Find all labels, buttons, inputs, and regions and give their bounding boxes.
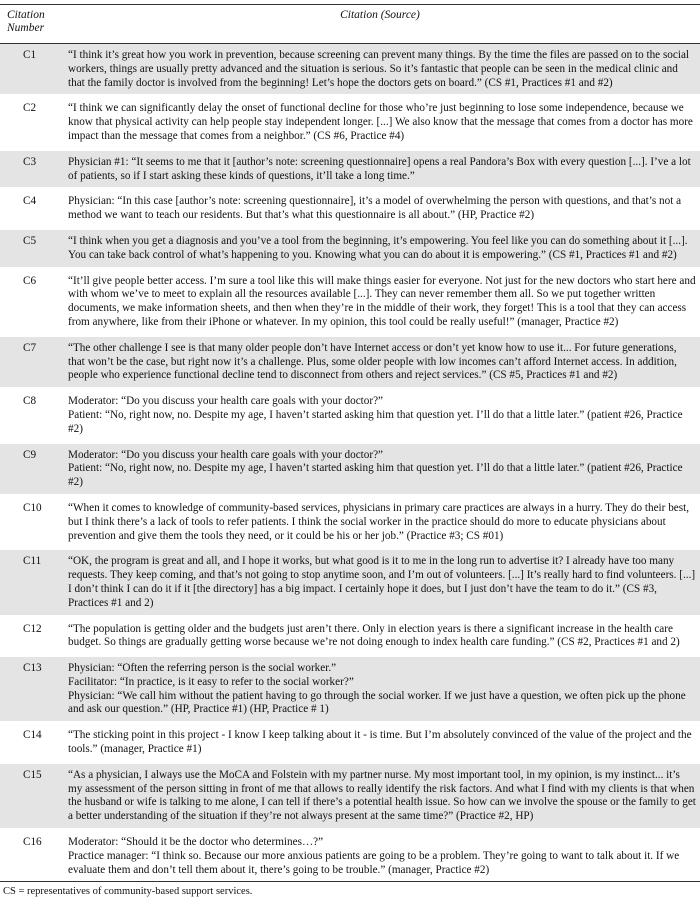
citation-number: C5 [23, 234, 37, 247]
citation-text: “The sticking point in this project - I know I keep talking about it - is time. But I’m absolutely convinced of the value of the project and the tools.” (manager, Practice #1) [68, 729, 692, 756]
table-row [0, 337, 700, 387]
citation-number: C1 [23, 49, 37, 61]
header-citation-source: Citation (Source) [340, 9, 420, 21]
citation-number: C10 [23, 501, 42, 514]
citation-number: C2 [23, 102, 37, 115]
table-row [0, 724, 700, 761]
table-header [0, 5, 700, 44]
table-row [0, 497, 700, 547]
citation-text: Moderator: “Should it be the doctor who determines…?” Practice manager: “I think so. Because our more anxious patients are going to be a problem. They’re going to want to talk about it. If we evaluate them and don’t tell them about it, there’s going to be trouble.” (manager, Practice #2) [68, 836, 680, 876]
citation-number: C15 [23, 768, 42, 781]
citation-text: “When it comes to knowledge of community-based services, physicians in primary care practices are always in a hurry. They do their best, but I think there’s a lack of tools to refer patients. I think the social worker in the practice should do more to educate physicians about prevention and give them the tools they need, or it could be his or her job.” (Practice #3; CS #01) [68, 501, 690, 542]
citation-text: Moderator: “Do you discuss your health care goals with your doctor?” Patient: “No, right now, no. Despite my age, I haven’t started asking him that question yet. I’ll do that a little later.” (patient #26, Practice #2) [68, 448, 683, 489]
table-row [0, 151, 700, 188]
citation-text: “I think we can significantly delay the onset of functional decline for those who’re just beginning to lose some independence, because we know that physical activity can help people stay independent longer. [...] We also know that the message that comes from a doctor has more impact than the message that comes from a neighbor.” (CS #6, Practice #4) [68, 102, 693, 142]
citation-number: C11 [23, 555, 42, 568]
citation-number: C16 [23, 836, 42, 849]
citation-number: C7 [23, 341, 37, 354]
table-row [0, 97, 700, 147]
table-row [0, 444, 700, 494]
table-row [0, 270, 700, 334]
citation-text: “It’ll give people better access. I’m sure a tool like this will make things easier for everyone. Not just for the new doctors who start here and with whom we’ve to meet to explain all the resources available [...]. They can never remember them all. So we put together written documents, we make information sheets, and then when they’re in the middle of their work, they forget! This is a tool that they can access from anywhere, like from their iPhone or whatever. In my opinion, this tool could be really useful!” (manager, Practice #2) [68, 274, 696, 328]
citation-text: “OK, the program is great and all, and I hope it works, but what good is it to me in the long run to advertise it? I already have too many requests. They keep coming, and that’s not going to stop anytime soon, and I’m out of volunteers. [...] It’s really hard to find volunteers. [...] I don’t think I can do it if it [the directory] has a big impact. I certainly hope it does, but I just don’t have the team to do it.” (CS #3, Practices #1 and 2) [68, 555, 696, 609]
citation-text: Physician: “Often the referring person is the social worker.” Facilitator: “In practice, is it easy to refer to the social worker?” Physician: “We call him without the patient having to go through the social worker. If we just have a question, we often pick up the phone and ask our question.” (HP, Practice #1) (HP, Practice # 1) [68, 662, 686, 716]
citation-number: C6 [23, 274, 37, 287]
table-row [0, 550, 700, 614]
citation-text: Physician: “In this case [author’s note: screening questionnaire], it’s a model of overwhelming the person with questions, and that’s not a method we want to teach our residents. But that’s what this questionnaire is all about.” (HP, Practice #2) [68, 195, 682, 222]
citation-number: C4 [23, 195, 37, 208]
table-body [0, 44, 700, 881]
citation-table [0, 4, 700, 897]
citation-number: C9 [23, 448, 37, 461]
table-footnote: CS = representatives of community-based support services. [3, 886, 253, 897]
table-row [0, 230, 700, 267]
table-row [0, 764, 700, 828]
table-row [0, 618, 700, 655]
table-row [0, 657, 700, 721]
table-row [0, 390, 700, 440]
citation-text: “The population is getting older and the budgets just aren’t there. Only in election years is there a significant increase in the health care budget. So things are gradually getting worse because we’re not doing enough to index health care funding.” (CS #2, Practices #1 and 2) [68, 622, 680, 649]
citation-text: “I think it’s great how you work in prevention, because screening can prevent many things. By the time the files are passed on to the social workers, things are usually pretty advanced and the situation is serious. So it’s fantastic that people can be seen in the medical clinic and that the family doctor is involved from the beginning! Let’s hope the doctors gets on board.” (CS #1, Practices #1 and #2) [68, 49, 690, 89]
citation-number: C14 [23, 729, 42, 742]
citation-number: C8 [23, 395, 37, 408]
citation-text: “I think when you get a diagnosis and you’ve a tool from the beginning, it’s empowering. You feel like you can do something about it [...]. You can take back control of what’s happening to you. Knowing what you can do about it is empowering.” (CS #1, Practices #1 and #2) [68, 234, 688, 261]
table-row [0, 831, 700, 881]
table-row [0, 190, 700, 227]
header-citation-number: Citation Number [7, 9, 45, 34]
citation-number: C3 [23, 155, 37, 168]
citation-text: “As a physician, I always use the MoCA and Folstein with my partner nurse. My most important tool, in my opinion, is my instinct... it’s my assessment of the person sitting in front of me that allows to really identify the risk factors. And what I find with my clients is that when the husband or wife is talking to me alone, I can tell if there’s a potential health issue. So how can we involve the spouse or the family to get a better understanding of the situation if they’re not always present at the same time?” (Practice #2, HP) [68, 768, 696, 823]
citation-number: C12 [23, 622, 42, 635]
citation-text: Moderator: “Do you discuss your health care goals with your doctor?” Patient: “No, right now, no. Despite my age, I haven’t started asking him that question yet. I’ll do that a little later.” (patient #26, Practice #2) [68, 395, 683, 435]
citation-text: “The other challenge I see is that many older people don’t have Internet access or don’t yet know how to use it... For future generations, that won’t be the case, but right now it’s a challenge. Plus, some older people with low incomes can’t afford Internet access. In addition, people who experience functional decline tend to disconnect from others and reject services.” (CS #5, Practices #1 and #2) [68, 341, 677, 382]
citation-text: Physician #1: “It seems to me that it [author’s note: screening questionnaire] opens a real Pandora’s Box with every question [...]. I’ve a lot of patients, so if I start asking these kinds of questions, it’ll take a long time.” [68, 155, 691, 182]
table-row [0, 44, 700, 94]
citation-number: C13 [23, 662, 42, 675]
